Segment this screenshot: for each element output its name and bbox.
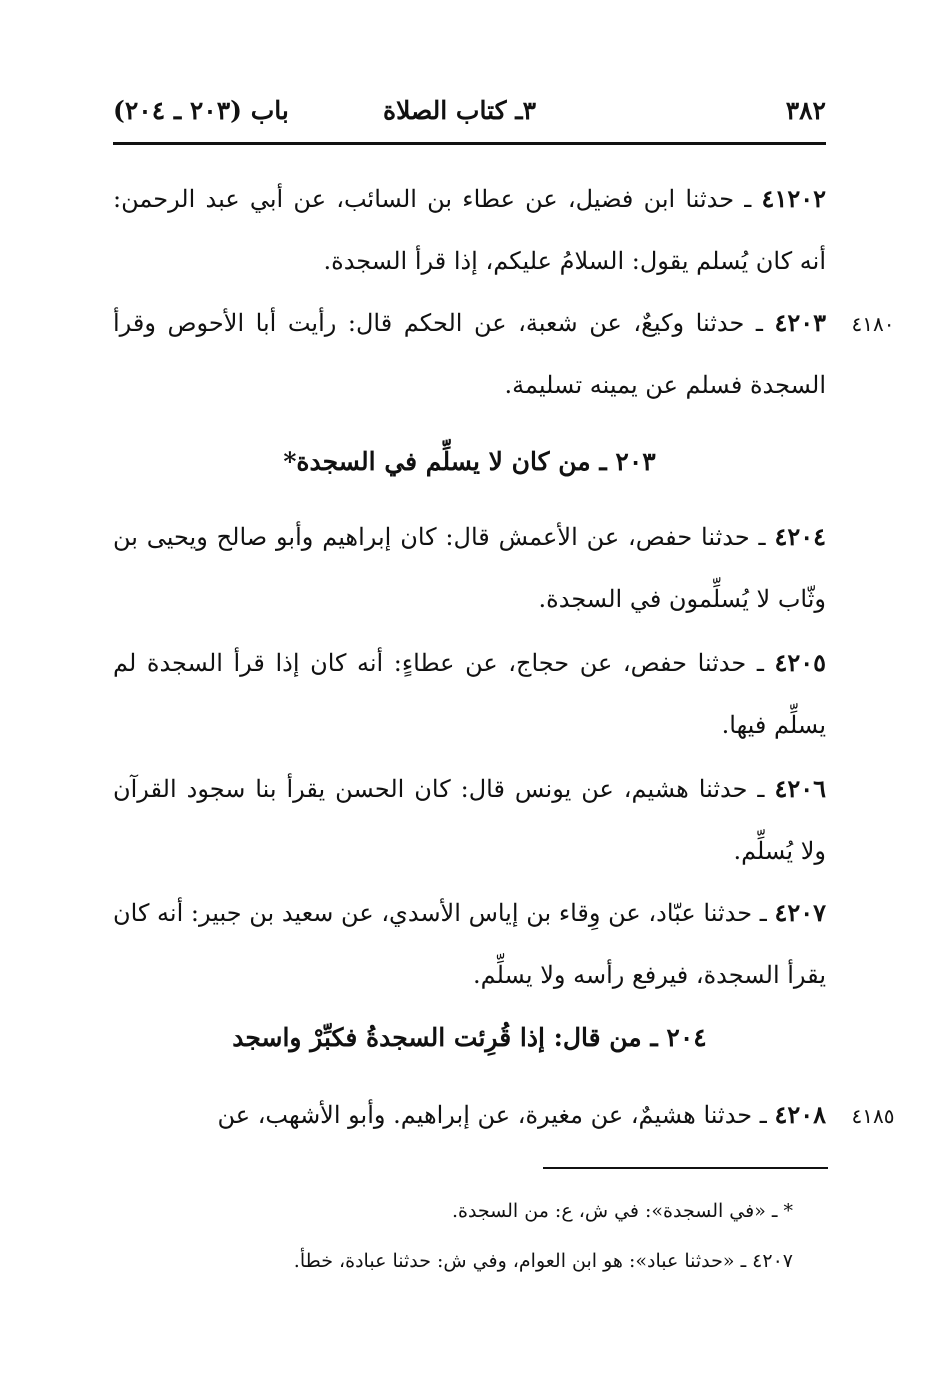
- hadith-number: ٤١٢٠٢: [761, 184, 826, 213]
- hadith-text: ـ حدثنا هشيم، عن يونس قال: كان الحسن يقرأ بنا سجود القرآن ولا يُسلِّم.: [113, 775, 826, 865]
- hadith-paragraph: [113, 882, 826, 1006]
- hadith-paragraph: [113, 758, 826, 882]
- hadith-paragraph: [113, 1084, 826, 1146]
- margin-number: ٤١٨٥: [851, 1104, 895, 1128]
- section-heading: ٢٠٣ ـ من كان لا يسلِّم في السجدة*: [283, 447, 656, 476]
- hadith-number: ٤٢٠٦: [774, 774, 826, 803]
- page-header: [113, 92, 826, 134]
- margin-number: ٤١٨٠: [851, 312, 895, 336]
- hadith-text: ـ حدثنا عبّاد، عن وِقاء بن إياس الأسدي، عن سعيد بن جبير: أنه كان يقرأ السجدة، فيرفع رأسه ولا يسلِّم.: [113, 899, 826, 989]
- header-rule: [113, 142, 826, 145]
- hadith-text: ـ حدثنا هشيمٌ، عن مغيرة، عن إبراهيم. وأبو الأشهب، عن: [217, 1101, 775, 1129]
- hadith-paragraph: [113, 632, 826, 756]
- hadith-text: ـ حدثنا وكيعٌ، عن شعبة، عن الحكم قال: رأيت أبا الأحوص وقرأ السجدة فسلم عن يمينه تسليمة.: [113, 309, 826, 399]
- hadith-number: ٤٢٠٥: [774, 648, 826, 677]
- hadith-paragraph: [113, 168, 826, 292]
- footnote-rule: [543, 1167, 828, 1169]
- footnote: ٤٢٠٧ ـ «حدثنا عباد»: هو ابن العوام، وفي ش: حدثنا عبادة، خطأ.: [293, 1250, 793, 1272]
- footnote: * ـ «في السجدة»: في ش، ع: من السجدة.: [451, 1200, 793, 1222]
- section-heading: ٢٠٤ ـ من قال: إذا قُرِئت السجدةُ فكبِّرْ واسجد: [232, 1023, 707, 1052]
- book-title: ٣ـ كتاب الصلاة: [382, 96, 536, 125]
- hadith-number: ٤٢٠٨: [774, 1100, 826, 1129]
- chapter-range: باب (٢٠٣ ـ ٢٠٤): [113, 96, 289, 125]
- hadith-number: ٤٢٠٤: [774, 522, 826, 551]
- hadith-paragraph: [113, 292, 826, 416]
- page-number: ٣٨٢: [785, 96, 826, 125]
- hadith-text: ـ حدثنا حفص، عن حجاج، عن عطاءٍ: أنه كان إذا قرأ السجدة لم يسلِّم فيها.: [113, 649, 826, 739]
- hadith-number: ٤٢٠٧: [774, 898, 826, 927]
- hadith-text: ـ حدثنا ابن فضيل، عن عطاء بن السائب، عن أبي عبد الرحمن: أنه كان يُسلم يقول: السلامُ عليكم، إذا قرأ السجدة.: [113, 185, 826, 275]
- hadith-number: ٤٢٠٣: [774, 308, 826, 337]
- hadith-paragraph: [113, 506, 826, 630]
- hadith-text: ـ حدثنا حفص، عن الأعمش قال: كان إبراهيم وأبو صالح ويحيى بن وثّاب لا يُسلِّمون في السجدة.: [113, 523, 826, 613]
